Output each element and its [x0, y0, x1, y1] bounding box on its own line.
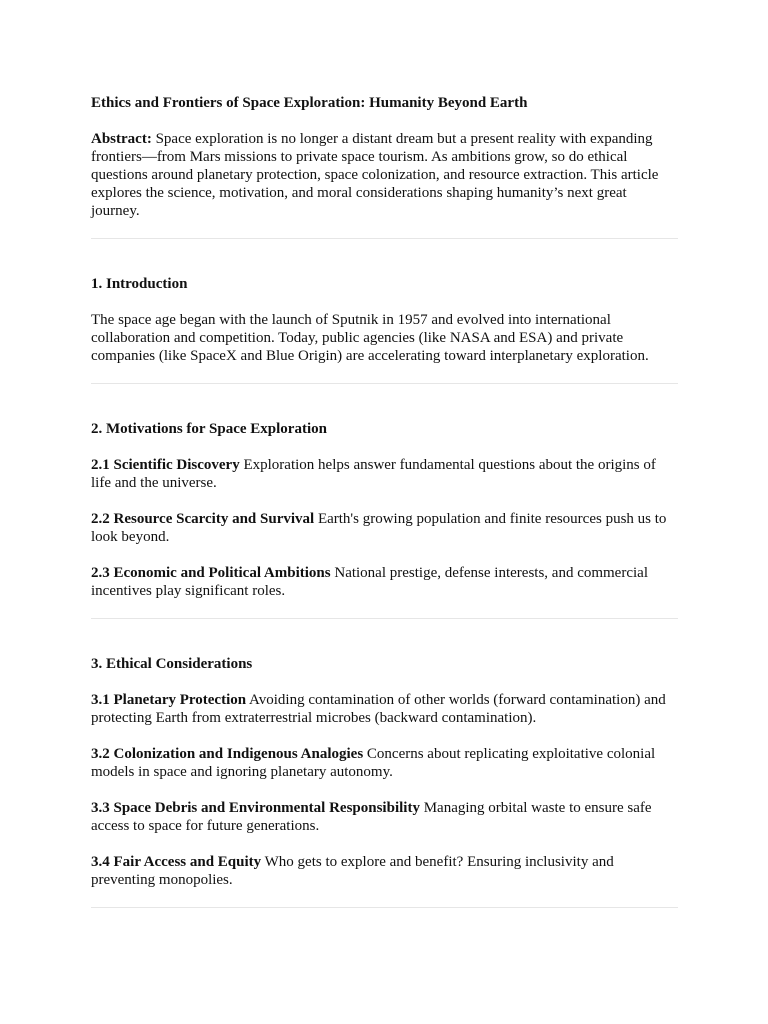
- introduction-paragraph: The space age began with the launch of Sputnik in 1957 and evolved into international collaboration and competition. Today, public agencies (like NASA and ESA) and private companies (like SpaceX and Blue Origin) are accelerating toward interplanetary exploration.: [91, 312, 649, 364]
- subsection-text: Exploration helps answer fundamental questions about the origins of life and the universe.: [91, 457, 656, 491]
- section-heading-motivations: 2. Motivations for Space Exploration: [91, 421, 327, 437]
- subsection-space-debris: [91, 799, 678, 835]
- subsection-text: Avoiding contamination of other worlds (forward contamination) and protecting Earth from extraterrestrial microbes (backward contamination).: [91, 692, 666, 726]
- section-divider: [91, 238, 678, 239]
- subsection-text: Who gets to explore and benefit? Ensuring inclusivity and preventing monopolies.: [91, 854, 614, 888]
- document-title: Ethics and Frontiers of Space Exploration: Humanity Beyond Earth: [91, 95, 528, 111]
- subsection-colonization: [91, 745, 678, 781]
- subsection-label: 3.3 Space Debris and Environmental Responsibility: [91, 800, 420, 816]
- subsection-text: Earth's growing population and finite resources push us to look beyond.: [91, 511, 667, 545]
- subsection-resource-scarcity: [91, 510, 678, 546]
- subsection-text: Concerns about replicating exploitative colonial models in space and ignoring planetary autonomy.: [91, 746, 656, 780]
- section-divider: [91, 383, 678, 384]
- ethics-list: [91, 691, 678, 889]
- subsection-label: 2.1 Scientific Discovery: [91, 457, 240, 473]
- document-page: [91, 94, 678, 908]
- abstract-text: Space exploration is no longer a distant dream but a present reality with expanding frontiers—from Mars missions to private space tourism. As ambitions grow, so do ethical questions around planetary protection, space colonization, and resource extraction. This article explores the science, motivation, and moral considerations shaping humanity’s next great journey.: [91, 131, 659, 219]
- section-divider: [91, 618, 678, 619]
- subsection-label: 2.3 Economic and Political Ambitions: [91, 565, 331, 581]
- motivations-list: [91, 456, 678, 600]
- section-heading-ethics: 3. Ethical Considerations: [91, 656, 253, 672]
- subsection-label: 2.2 Resource Scarcity and Survival: [91, 511, 315, 527]
- subsection-label: 3.2 Colonization and Indigenous Analogies: [91, 746, 364, 762]
- subsection-economic-political: [91, 564, 678, 600]
- subsection-label: 3.1 Planetary Protection: [91, 692, 247, 708]
- abstract-paragraph: [91, 130, 678, 220]
- section-divider: [91, 907, 678, 908]
- subsection-text: Managing orbital waste to ensure safe access to space for future generations.: [91, 800, 652, 834]
- subsection-scientific-discovery: [91, 456, 678, 492]
- subsection-fair-access: [91, 853, 678, 889]
- subsection-label: 3.4 Fair Access and Equity: [91, 854, 262, 870]
- subsection-text: National prestige, defense interests, and commercial incentives play significant roles.: [91, 565, 648, 599]
- section-heading-introduction: 1. Introduction: [91, 276, 188, 292]
- abstract-label: Abstract:: [91, 131, 152, 147]
- subsection-planetary-protection: [91, 691, 678, 727]
